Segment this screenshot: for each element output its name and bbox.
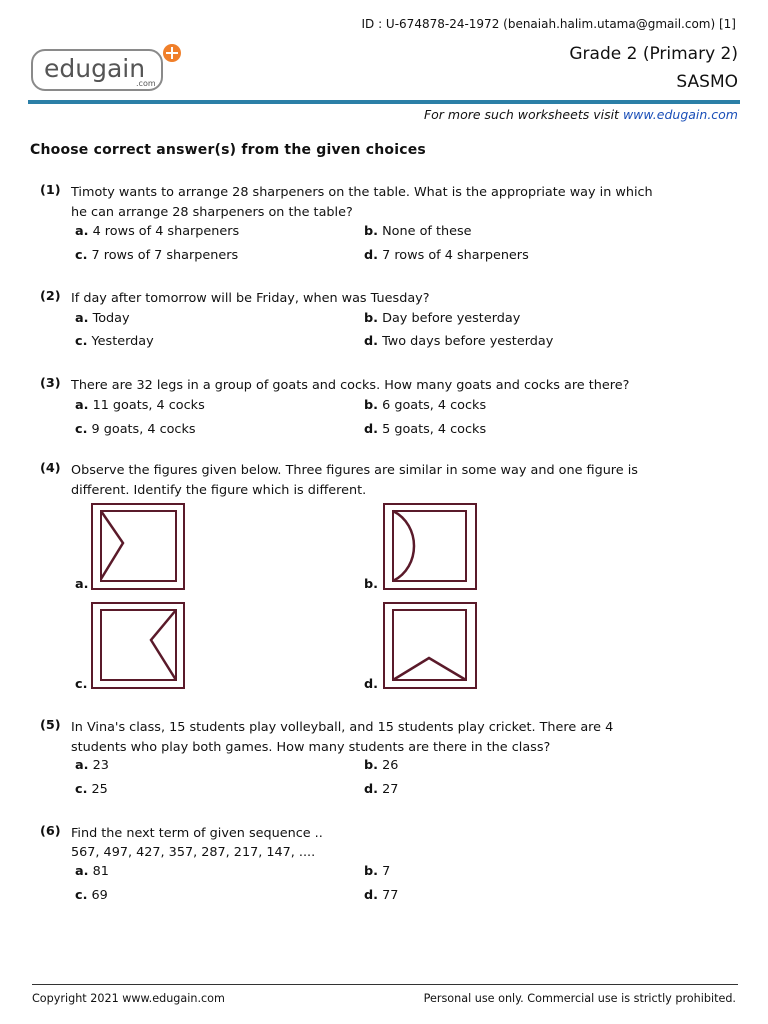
question-number: (1) xyxy=(40,183,61,198)
option-c[interactable] xyxy=(75,334,154,349)
grade-title: Grade 2 (Primary 2) xyxy=(569,44,738,64)
option-d[interactable] xyxy=(364,888,398,903)
option-label: d. xyxy=(364,677,379,692)
option-text: 5 goats, 4 cocks xyxy=(382,422,487,437)
figure-b[interactable] xyxy=(383,503,477,590)
option-text: None of these xyxy=(382,224,472,239)
option-b[interactable] xyxy=(364,398,486,413)
question-number: (5) xyxy=(40,718,61,733)
option-c[interactable] xyxy=(75,677,87,692)
logo-dotcom: .com xyxy=(136,79,156,88)
option-label: b. xyxy=(364,224,379,239)
logo-wordmark: edugain xyxy=(44,54,146,83)
option-b[interactable] xyxy=(364,577,378,592)
option-d[interactable] xyxy=(364,248,529,263)
option-text: 23 xyxy=(92,758,109,773)
option-d[interactable] xyxy=(364,677,378,692)
option-label: c. xyxy=(75,248,88,263)
option-text: 4 rows of 4 sharpeners xyxy=(92,224,240,239)
question-number: (6) xyxy=(40,824,61,839)
option-b[interactable] xyxy=(364,864,390,879)
option-text: 11 goats, 4 cocks xyxy=(92,398,205,413)
usage-notice: Personal use only. Commercial use is strictly prohibited. xyxy=(423,992,736,1005)
option-text: 25 xyxy=(91,782,108,797)
option-a[interactable] xyxy=(75,398,205,413)
option-label: d. xyxy=(364,248,379,263)
option-c[interactable] xyxy=(75,248,238,263)
option-text: Two days before yesterday xyxy=(382,334,554,349)
option-c[interactable] xyxy=(75,782,108,797)
footer-divider xyxy=(32,984,738,985)
visit-prefix: For more such worksheets visit xyxy=(423,107,623,122)
option-label: b. xyxy=(364,311,379,326)
subject-title: SASMO xyxy=(676,72,738,92)
option-label: a. xyxy=(75,577,89,592)
visit-link[interactable]: www.edugain.com xyxy=(622,107,738,122)
option-text: 9 goats, 4 cocks xyxy=(91,422,196,437)
option-label: d. xyxy=(364,422,379,437)
option-label: a. xyxy=(75,311,89,326)
option-b[interactable] xyxy=(364,758,398,773)
option-d[interactable] xyxy=(364,782,398,797)
option-label: d. xyxy=(364,782,379,797)
figure-c[interactable] xyxy=(91,602,185,689)
option-label: b. xyxy=(364,864,379,879)
option-label: c. xyxy=(75,888,88,903)
copyright-text: Copyright 2021 www.edugain.com xyxy=(32,992,225,1005)
option-a[interactable] xyxy=(75,577,89,592)
option-label: a. xyxy=(75,224,89,239)
option-label: b. xyxy=(364,577,379,592)
option-b[interactable] xyxy=(364,224,472,239)
option-a[interactable] xyxy=(75,311,130,326)
option-label: d. xyxy=(364,888,379,903)
option-a[interactable] xyxy=(75,864,109,879)
visit-line xyxy=(424,107,738,122)
figure-a[interactable] xyxy=(91,503,185,590)
option-c[interactable] xyxy=(75,888,108,903)
question-text: Find the next term of given sequence .. xyxy=(71,826,323,841)
edugain-logo xyxy=(30,44,182,94)
option-text: 7 xyxy=(382,864,391,879)
option-label: a. xyxy=(75,758,89,773)
figure-d[interactable] xyxy=(383,602,477,689)
option-d[interactable] xyxy=(364,334,553,349)
option-a[interactable] xyxy=(75,758,109,773)
option-d[interactable] xyxy=(364,422,486,437)
user-id-text: ID : U-674878-24-1972 (benaiah.halim.utama@gmail.com) [1] xyxy=(361,17,736,31)
sequence-text: 567, 497, 427, 357, 287, 217, 147, .... xyxy=(71,845,316,860)
question-4 xyxy=(0,461,768,696)
option-label: a. xyxy=(75,398,89,413)
question-text: Timoty wants to arrange 28 sharpeners on the table. What is the appropriate way in which he can arrange 28 sharpeners on the table? xyxy=(71,185,653,220)
option-text: Day before yesterday xyxy=(382,311,521,326)
question-number: (4) xyxy=(40,461,61,476)
option-text: 27 xyxy=(382,782,399,797)
option-label: d. xyxy=(364,334,379,349)
question-text: If day after tomorrow will be Friday, when was Tuesday? xyxy=(71,291,430,306)
option-text: 81 xyxy=(92,864,109,879)
question-text: Observe the figures given below. Three figures are similar in some way and one figure is different. Identify the figure which is different. xyxy=(71,463,638,498)
option-text: 6 goats, 4 cocks xyxy=(382,398,487,413)
option-text: 69 xyxy=(91,888,108,903)
instruction-heading: Choose correct answer(s) from the given choices xyxy=(30,142,426,158)
option-text: 26 xyxy=(382,758,399,773)
header-divider xyxy=(28,100,740,104)
option-text: Yesterday xyxy=(91,334,154,349)
option-label: c. xyxy=(75,422,88,437)
question-text: In Vina's class, 15 students play volleyball, and 15 students play cricket. There are 4 students who play both games. How many students are there in the class? xyxy=(71,720,614,755)
option-label: c. xyxy=(75,334,88,349)
option-a[interactable] xyxy=(75,224,239,239)
question-number: (3) xyxy=(40,376,61,391)
option-text: 7 rows of 4 sharpeners xyxy=(382,248,529,263)
option-label: c. xyxy=(75,782,88,797)
option-text: Today xyxy=(92,311,130,326)
option-label: b. xyxy=(364,758,379,773)
option-label: a. xyxy=(75,864,89,879)
option-b[interactable] xyxy=(364,311,520,326)
question-number: (2) xyxy=(40,289,61,304)
option-text: 77 xyxy=(382,888,399,903)
option-label: b. xyxy=(364,398,379,413)
option-label: c. xyxy=(75,677,88,692)
option-text: 7 rows of 7 sharpeners xyxy=(91,248,239,263)
option-c[interactable] xyxy=(75,422,196,437)
question-text: There are 32 legs in a group of goats and cocks. How many goats and cocks are there? xyxy=(71,378,630,393)
